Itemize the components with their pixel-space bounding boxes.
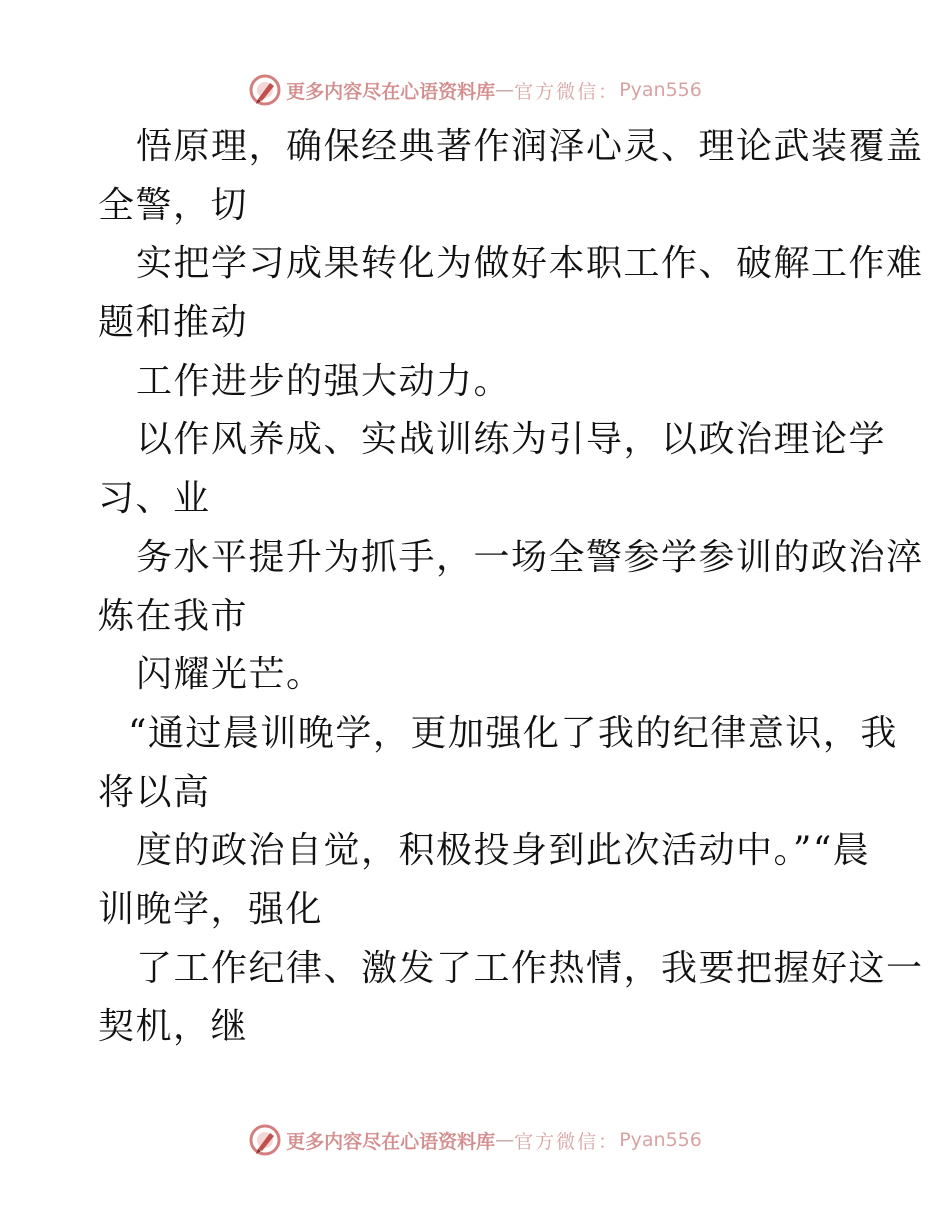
text-line: 训晚学，强化 — [98, 888, 324, 930]
text-line: 习、业 — [98, 478, 211, 520]
text-line: 以作风养成、实战训练为引导，以政治理论学 — [136, 419, 887, 461]
text-line: 实把学习成果转化为做好本职工作、破解工作难 — [136, 243, 924, 285]
watermark-main-text: 更多内容尽在心语资料库 — [286, 1130, 496, 1153]
text-line: 了工作纪律、激发了工作热情，我要把握好这一 — [136, 947, 924, 989]
watermark-dash: — — [495, 79, 515, 101]
text-line: 炼在我市 — [98, 595, 249, 637]
text-line: 工作进步的强大动力。 — [136, 360, 512, 402]
watermark-wechat-id: Pyan556 — [619, 79, 702, 101]
watermark-sub-text: 官方微信： — [514, 80, 620, 103]
text-line: 将以高 — [98, 771, 211, 813]
watermark-wechat-id: Pyan556 — [619, 1129, 702, 1151]
text-line: 契机，继 — [98, 1006, 249, 1048]
header-watermark — [0, 70, 950, 110]
footer-watermark — [0, 1120, 950, 1160]
watermark-sub-text: 官方微信： — [514, 1130, 620, 1153]
text-line: 全警，切 — [98, 184, 249, 226]
text-line: 悟原理，确保经典著作润泽心灵、理论武装覆盖 — [136, 126, 924, 167]
text-line: 题和推动 — [98, 302, 249, 344]
pen-nib-logo-icon — [248, 1123, 282, 1157]
text-line: “通过晨训晚学，更加强化了我的纪律意识，我 — [128, 712, 898, 754]
watermark-dash: — — [495, 1129, 515, 1151]
text-line: 务水平提升为抓手，一场全警参学参训的政治淬 — [136, 536, 924, 578]
text-line: 度的政治自觉，积极投身到此次活动中。”“晨 — [136, 830, 871, 872]
watermark-main-text: 更多内容尽在心语资料库 — [286, 80, 496, 103]
pen-nib-logo-icon — [248, 73, 282, 107]
document-body — [98, 118, 924, 1057]
text-line: 闪耀光芒。 — [136, 654, 324, 696]
